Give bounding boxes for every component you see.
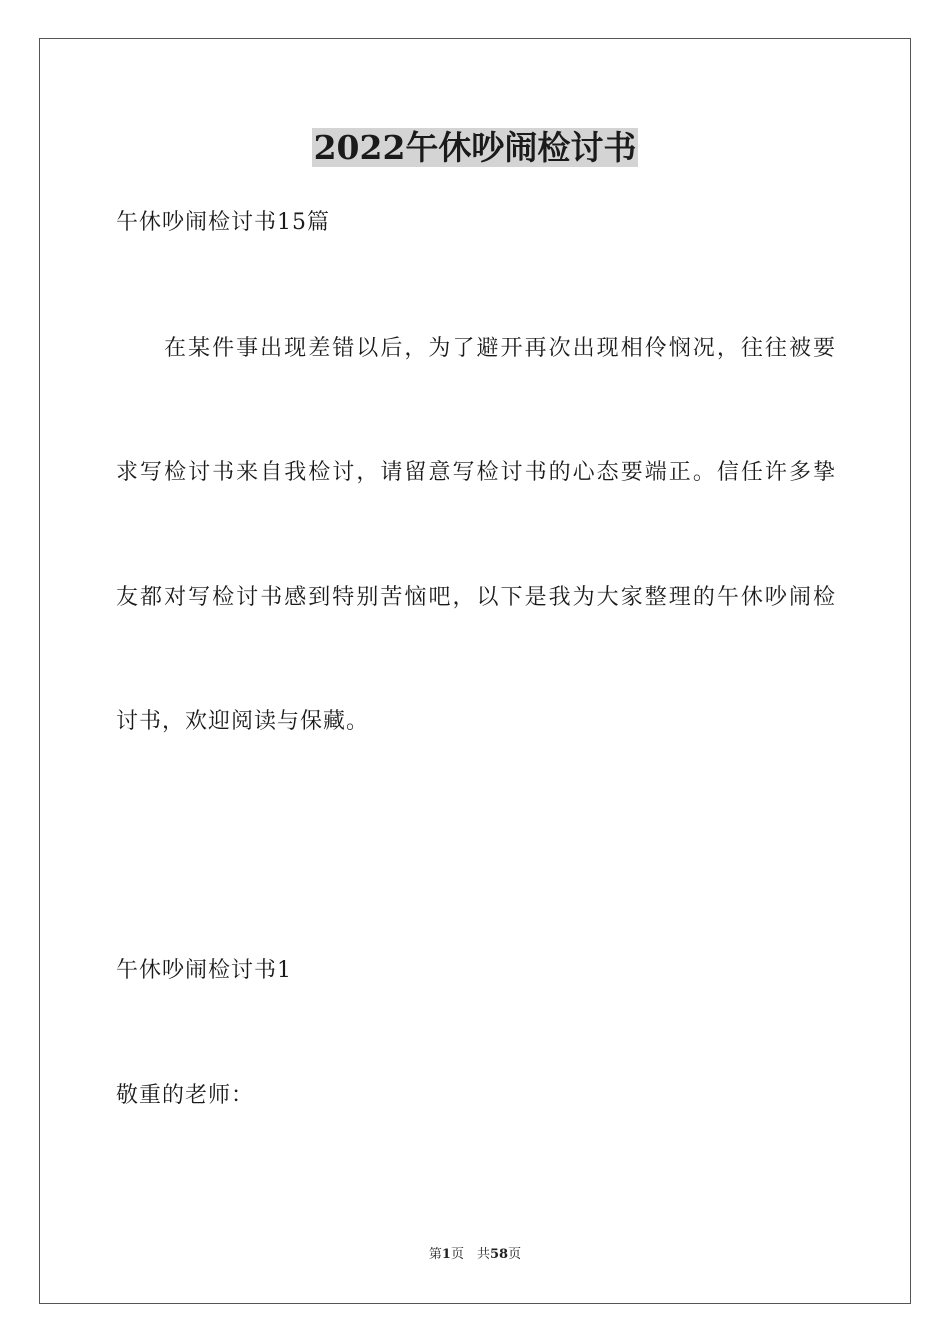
section-heading: 午休吵闹检讨书1 xyxy=(116,958,292,983)
document-title xyxy=(0,126,950,170)
document-subtitle: 午休吵闹检讨书15篇 xyxy=(116,210,330,235)
intro-line-4: 讨书，欢迎阅读与保藏。 xyxy=(116,709,370,734)
page-footer xyxy=(0,1246,950,1264)
document-title-text: 2022午休吵闹检讨书 xyxy=(313,128,637,167)
footer-page-prefix: 第 xyxy=(428,1247,442,1262)
footer-page-suffix: 页 xyxy=(508,1247,522,1262)
footer-page-mid: 页 共 xyxy=(450,1247,490,1262)
footer-page-current: 1 xyxy=(441,1247,451,1262)
intro-line-3: 友都对写检讨书感到特别苦恼吧，以下是我为大家整理的午休吵闹检 xyxy=(116,585,836,610)
salutation: 敬重的老师： xyxy=(116,1083,255,1108)
intro-line-1: 在某件事出现差错以后，为了避开再次出现相伶悯况，往往被要 xyxy=(164,336,836,361)
footer-page-total: 58 xyxy=(489,1247,509,1262)
intro-line-2: 求写检讨书来自我检讨，请留意写检讨书的心态要端正。信任许多挚 xyxy=(116,460,836,485)
